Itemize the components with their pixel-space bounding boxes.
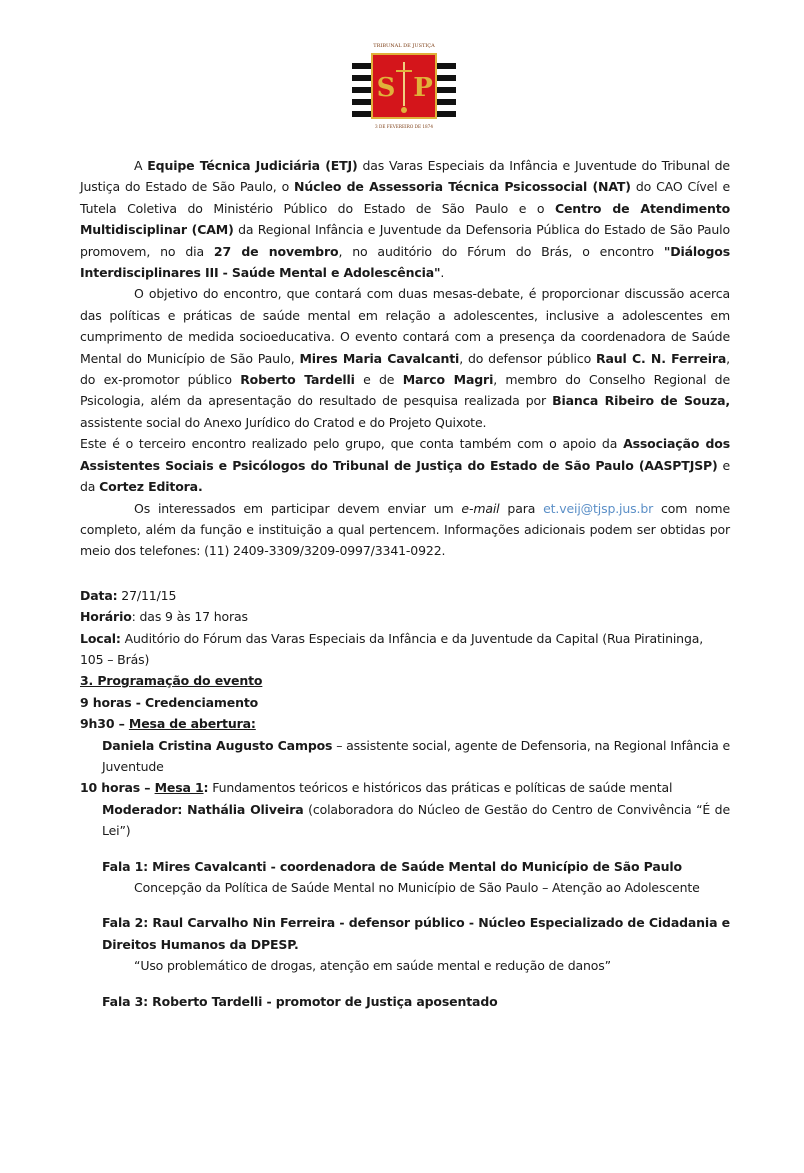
document-body bbox=[80, 155, 730, 1012]
intro-paragraph-3: Este é o terceiro encontro realizado pelo grupo, que conta também com o apoio da Associação dos Assistentes Sociais e Psicólogos do Tribunal de Justiça do Estado de São Paulo (AASPTJSP) e da Cortez Editora. bbox=[80, 436, 731, 495]
event-details bbox=[80, 585, 730, 671]
email-link[interactable]: et.veij@tjsp.jus.br bbox=[543, 500, 654, 516]
fala-2 bbox=[80, 912, 730, 976]
event-place: Local: Auditório do Fórum das Varas Especiais da Infância e da Juventude da Capital (Rua Piratininga, 105 – Brás) bbox=[80, 630, 704, 667]
fala-2-title: Fala 2: Raul Carvalho Nin Ferreira - defensor público - Núcleo Especializado de Cidadania e Direitos Humanos da DPESP. bbox=[102, 915, 730, 952]
opening-speaker: Daniela Cristina Augusto Campos – assistente social, agente de Defensoria, na Regional Infância e Juventude bbox=[102, 737, 730, 774]
seal-letter-s: S bbox=[376, 73, 396, 103]
fala-3 bbox=[80, 991, 730, 1012]
fala-3-title: Fala 3: Roberto Tardelli - promotor de Justiça aposentado bbox=[102, 993, 498, 1009]
seal-bottom-text: 3 DE FEVEREIRO DE 1874 bbox=[375, 124, 433, 129]
fala-1 bbox=[80, 856, 730, 899]
intro-paragraph-4: Os interessados em participar devem enviar um e-mail para et.veij@tjsp.jus.br com nome completo, além da função e instituição a qual pertencem. Informações adicionais podem ser obtidas por meio dos telefones: (11) 2409-3309/3209-0997/3341-0922. bbox=[80, 500, 730, 559]
schedule-mesa-1: 10 horas – Mesa 1: Fundamentos teóricos e históricos das práticas e políticas de saúde mental bbox=[80, 780, 673, 796]
event-date: Data: 27/11/15 bbox=[80, 587, 177, 603]
schedule-registration: 9 horas - Credenciamento bbox=[80, 694, 259, 710]
tjsp-seal-logo bbox=[352, 40, 456, 130]
program-title: 3. Programação do evento bbox=[80, 673, 263, 689]
seal-letter-p: P bbox=[413, 73, 433, 103]
intro-paragraph-1: A Equipe Técnica Judiciária (ETJ) das Varas Especiais da Infância e Juventude do Tribunal de Justiça do Estado de São Paulo, o Núcleo de Assessoria Técnica Psicossocial (NAT) do CAO Cível e Tutela Coletiva do Ministério Público do Estado de São Paulo e o Centro de Atendimento Multidisciplinar (CAM) da Regional Infância e Juventude da Defensoria Pública do Estado de São Paulo promovem, no dia 27 de novembro, no auditório do Fórum do Brás, o encontro "Diálogos Interdisciplinares III - Saúde Mental e Adolescência". bbox=[80, 158, 731, 281]
fala-1-topic: Concepção da Política de Saúde Mental no Município de São Paulo – Atenção ao Adolescente bbox=[134, 880, 700, 895]
moderator: Moderador: Nathália Oliveira (colaboradora do Núcleo de Gestão do Centro de Convivência “É de Lei”) bbox=[102, 801, 731, 839]
fala-1-title: Fala 1: Mires Cavalcanti - coordenadora de Saúde Mental do Município de São Paulo bbox=[102, 858, 682, 874]
schedule-opening: 9h30 – Mesa de abertura: bbox=[80, 716, 256, 732]
fala-2-topic: “Uso problemático de drogas, atenção em saúde mental e redução de danos” bbox=[134, 958, 611, 974]
intro-paragraph-2: O objetivo do encontro, que contará com duas mesas-debate, é proporcionar discussão acerca das políticas e práticas de saúde mental em relação a adolescentes, inclusive a adolescentes em cumprimento de medida socioeducativa. O evento contará com a presença da coordenadora de Saúde Mental do Município de São Paulo, Mires Maria Cavalcanti, do defensor público Raul C. N. Ferreira, do ex-promotor público Roberto Tardelli e de Marco Magri, membro do Conselho Regional de Psicologia, além da apresentação do resultado de pesquisa realizada por Bianca Ribeiro de Souza, assistente social do Anexo Jurídico do Cratod e do Projeto Quixote. bbox=[80, 286, 730, 430]
event-time: Horário: das 9 às 17 horas bbox=[80, 609, 248, 625]
seal-top-text: TRIBUNAL DE JUSTIÇA bbox=[373, 43, 435, 49]
